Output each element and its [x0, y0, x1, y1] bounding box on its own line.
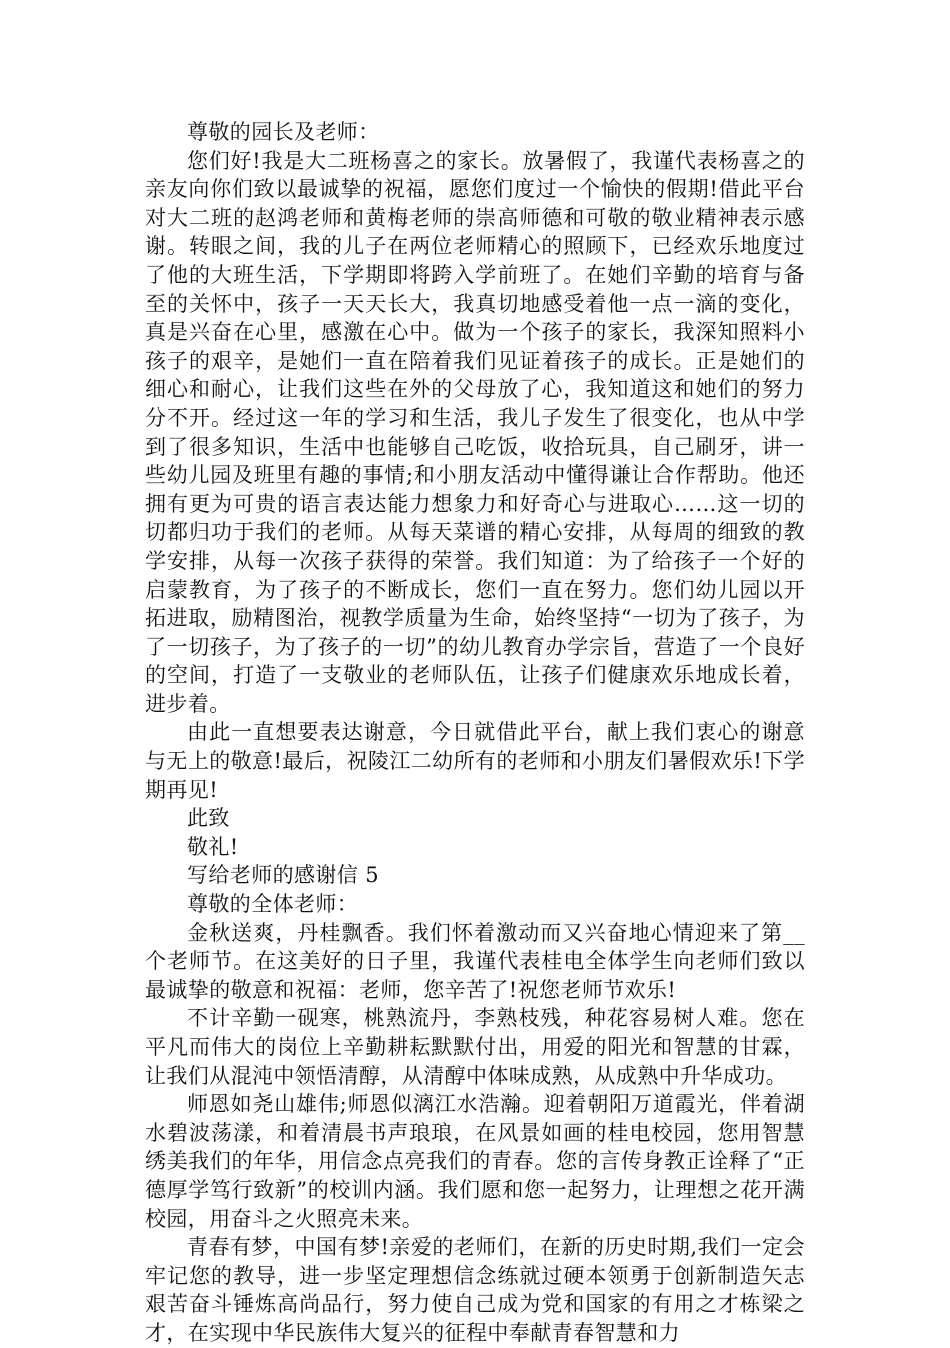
salutation-all-teachers: 尊敬的全体老师：	[187, 892, 359, 917]
letter-body	[145, 118, 805, 1348]
closing-cizhi: 此致	[187, 806, 230, 831]
paragraph-thanks-main: 您们好!我是大二班杨喜之的家长。放暑假了，我谨代表杨喜之的亲友向你们致以最诚挚的祝福，愿您们度过一个愉快的假期!借此平台对大二班的赵鸿老师和黄梅老师的崇高师德和可敬的敬业精神表示感谢。转眼之间，我的儿子在两位老师精心的照顾下，已经欢乐地度过了他的大班生活，下学期即将跨入学前班了。在她们辛勤的培育与备至的关怀中，孩子一天天长大，我真切地感受着他一点一滴的变化，真是兴奋在心里，感激在心中。做为一个孩子的家长，我深知照料小孩子的艰辛，是她们一直在陪着我们见证着孩子的成长。正是她们的细心和耐心，让我们这些在外的父母放了心，我知道这和她们的努力分不开。经过这一年的学习和生活，我儿子发生了很变化，也从中学到了很多知识，生活中也能够自己吃饭，收拾玩具，自己刷牙，讲一些幼儿园及班里有趣的事情;和小朋友活动中懂得谦让合作帮助。他还拥有更为可贵的语言表达能力想象力和好奇心与进取心……这一切的切都归功于我们的老师。从每天菜谱的精心安排，从每周的细致的教学安排，从每一次孩子获得的荣誉。我们知道：为了给孩子一个好的启蒙教育，为了孩子的不断成长，您们一直在努力。您们幼儿园以开拓进取，励精图治，视教学质量为生命，始终坚持“一切为了孩子，为了一切孩子，为了孩子的一切”的幼儿教育办学宗旨，营造了一个良好的空间，打造了一支敬业的老师队伍，让孩子们健康欢乐地成长着，进步着。	[145, 148, 805, 716]
section-heading-letter-5: 写给老师的感谢信 5	[187, 863, 380, 888]
closing-jingli: 敬礼!	[187, 834, 239, 859]
salutation-kindergarten: 尊敬的园长及老师：	[187, 120, 380, 144]
paragraph-gratitude-campus: 师恩如尧山雄伟;师恩似漓江水浩瀚。迎着朝阳万道霞光，伴着湖水碧波荡漾，和着清晨书声琅琅，在风景如画的桂电校园，您用智慧绣美我们的年华，用信念点亮我们的青春。您的言传身教正诠释了“正德厚学笃行致新”的校训内涵。我们愿和您一起努力，让理想之花开满校园，用奋斗之火照亮未来。	[145, 1092, 805, 1231]
paragraph-teachers-day: 金秋送爽，丹桂飘香。我们怀着激动而又兴奋地心情迎来了第__个老师节。在这美好的日子里，我谨代表桂电全体学生向老师们致以最诚挚的敬意和祝福：老师，您辛苦了!祝您老师节欢乐!	[145, 920, 805, 1002]
paragraph-closing-wishes: 由此一直想要表达谢意，今日就借此平台，献上我们衷心的谢意与无上的敬意!最后，祝陵江二幼所有的老师和小朋友们暑假欢乐!下学期再见!	[145, 720, 805, 802]
paragraph-hard-work: 不计辛勤一砚寒，桃熟流丹，李熟枝残，种花容易树人难。您在平凡而伟大的岗位上辛勤耕耘默默付出，用爱的阳光和智慧的甘霖，让我们从混沌中领悟清醇，从清醇中体味成熟，从成熟中升华成功。	[145, 1006, 805, 1088]
paragraph-dream: 青春有梦，中国有梦!亲爱的老师们，在新的历史时期,我们一定会牢记您的教导，进一步坚定理想信念练就过硬本领勇于创新制造矢志艰苦奋斗锤炼高尚品行，努力使自己成为党和国家的有用之才栋梁之才，在实现中华民族伟大复兴的征程中奉献青春智慧和力	[145, 1235, 805, 1345]
